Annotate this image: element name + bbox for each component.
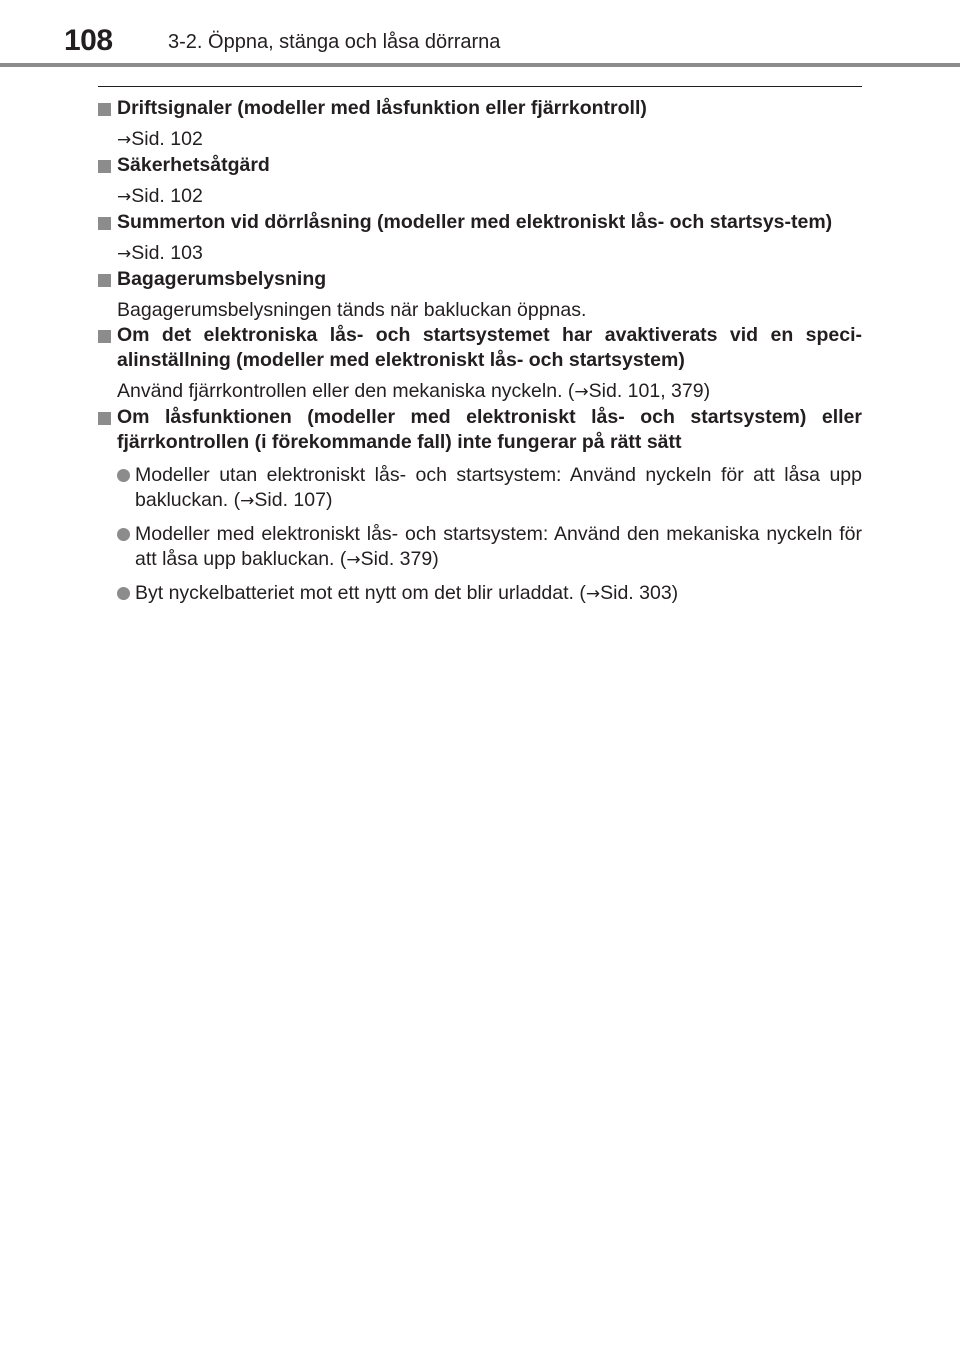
page-number: 108 xyxy=(64,24,113,57)
square-bullet-icon xyxy=(98,103,111,116)
section-safety-measure xyxy=(98,153,862,210)
arrow-right-icon: → xyxy=(240,491,255,511)
section-deactivated-system xyxy=(98,323,862,405)
list-item: Byt nyckelbatteriet mot ett nytt om det blir urladdat. (→Sid. 303) xyxy=(98,581,862,607)
header-rule xyxy=(0,63,960,67)
square-bullet-icon xyxy=(98,412,111,425)
section-heading: Om låsfunktionen (modeller med elektroniskt lås- och startsystem) eller fjärrkontrollen (i förekommande fall) inte fungerar på rätt sätt xyxy=(117,406,862,453)
section-heading: Om det elektroniska lås- och startsystemet har avaktiverats vid en speci-alinställning (modeller med elektroniskt lås- och startsystem) xyxy=(117,324,862,371)
circle-bullet-icon xyxy=(117,469,130,482)
list-item: Modeller utan elektroniskt lås- och startsystem: Använd nyckeln för att låsa upp bakluckan. (→Sid. 107) xyxy=(98,463,862,514)
section-body: Bagagerumsbelysningen tänds när bakluckan öppnas. xyxy=(117,299,587,321)
section-heading: Bagagerumsbelysning xyxy=(117,268,327,290)
section-heading: Säkerhetsåtgärd xyxy=(117,154,270,176)
section-operation-signals xyxy=(98,96,862,153)
page-reference: Sid. 103 xyxy=(131,242,203,264)
page-reference: Sid. 102 xyxy=(131,185,203,207)
arrow-right-icon: → xyxy=(346,550,361,570)
square-bullet-icon xyxy=(98,274,111,287)
list-item: Modeller med elektroniskt lås- och startsystem: Använd den mekaniska nyckeln för att låsa upp bakluckan. (→Sid. 379) xyxy=(98,522,862,573)
page-content xyxy=(98,96,862,607)
section-heading: Summerton vid dörrlåsning (modeller med elektroniskt lås- och startsys-tem) xyxy=(117,211,833,233)
section-body: Använd fjärrkontrollen eller den mekaniska nyckeln. (→Sid. 101, 379) xyxy=(117,380,711,402)
arrow-right-icon: → xyxy=(117,130,132,150)
square-bullet-icon xyxy=(98,217,111,230)
page-header xyxy=(0,0,960,70)
section-malfunction xyxy=(98,405,862,607)
arrow-right-icon: → xyxy=(117,244,132,264)
circle-bullet-icon xyxy=(117,587,130,600)
arrow-right-icon: → xyxy=(117,187,132,207)
circle-bullet-icon xyxy=(117,528,130,541)
section-heading: Driftsignaler (modeller med låsfunktion eller fjärrkontroll) xyxy=(117,97,647,119)
arrow-right-icon: → xyxy=(574,382,589,402)
arrow-right-icon: → xyxy=(585,584,601,604)
content-divider xyxy=(98,86,862,87)
section-luggage-light xyxy=(98,267,862,323)
chapter-title: 3-2. Öppna, stänga och låsa dörrarna xyxy=(168,31,501,53)
section-buzzer xyxy=(98,210,862,267)
square-bullet-icon xyxy=(98,330,111,343)
square-bullet-icon xyxy=(98,160,111,173)
page-reference: Sid. 102 xyxy=(131,128,203,150)
